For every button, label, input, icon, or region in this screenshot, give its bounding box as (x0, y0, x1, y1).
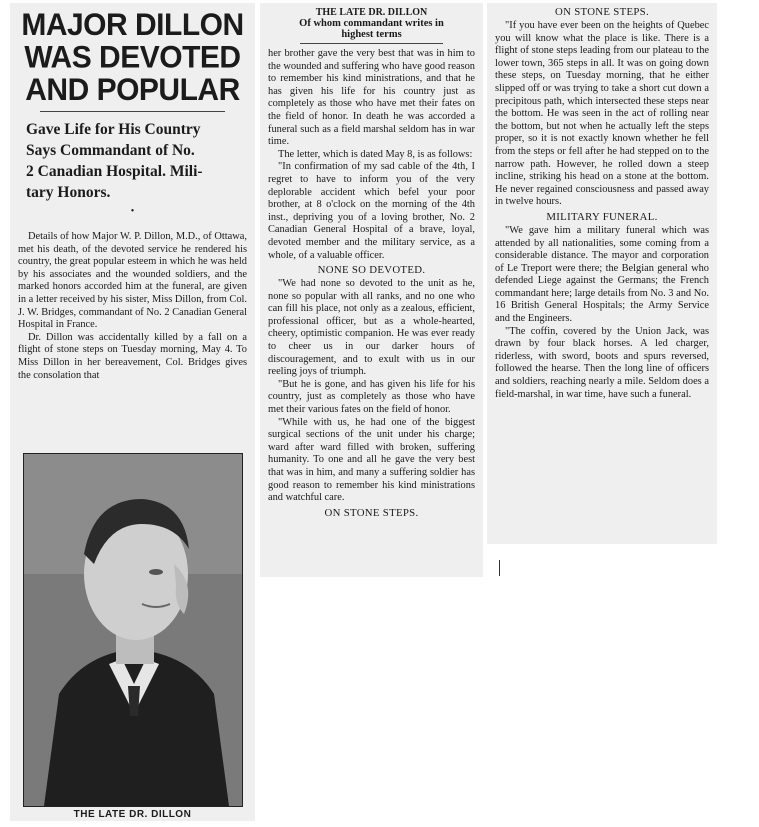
article-column-left (10, 3, 255, 821)
headline (14, 9, 251, 107)
divider (40, 111, 225, 112)
portrait-illustration (24, 454, 242, 806)
column-header: THE LATE DR. DILLON (315, 7, 428, 18)
paragraph: her brother gave the very best that was in him to the wounded and suffering who have good reason to remember his kind ministrations, and that he has given his life for his country just as completely as those who have met their fates on the field of honor. In death he was accorded a funeral such as a field marshal seldom has in war time. (268, 48, 475, 148)
paragraph: "While with us, he had one of the biggest surgical sections of the unit under his charge; ward after ward filled with broken, suffering humanity. To one and all he gave the very best that was in him, and many a suffering soldier has good reason to remember his kind ministrations and watchful care. (268, 416, 475, 504)
crosshead: NONE SO DEVOTED. (317, 264, 426, 277)
paragraph: The letter, which is dated May 8, is as follows: (278, 148, 473, 160)
crosshead: ON STONE STEPS. (555, 6, 649, 18)
paragraph: "If you have ever been on the heights of Quebec you will know what the place is like. There is a flight of stone steps leading from our plateau to the lower town, 365 steps in all. It was on going down these steps, on Tuesday morning, that he either slipped off or was trying to take a short cut down a precipitous path, which intersected these steps near the bottom. He was seen in the act of rolling near the bottom, but not when he actually left the steps proper, so it is not exactly known whether he fell from the steps or fell after he had stepped on to the narrow path. However, he rolled down a steep incline, striking his head on a stone at the bottom. He never regained consciousness and passed away in twelve hours. (495, 20, 709, 208)
paragraph: Dr. Dillon was accidentally killed by a fall on a flight of stone steps on Tuesday morning, May 4. To Miss Dillon in her bereavement, Col. Bridges gives the consolation that (18, 331, 247, 381)
paragraph: Details of how Major W. P. Dillon, M.D., of Ottawa, met his death, of the devoted service he rendered his country, the great popular esteem in which he was held by his associates and the wounded soldiers, and the marked honors accorded him at the funeral, are given in a letter received by his sister, Miss Dillon, from Col. J. W. Bridges, commandant of No. 2 Canadian General Hospital in France. (18, 231, 248, 331)
paragraph: "The coffin, covered by the Union Jack, was drawn by four black horses. A led charger, riderless, with sword, boots and spurs reversed, followed the hearse. Then the long line of officers and soldiers, reaching nearly a mile. Seldom does a field-marshal, in war time, have such a funeral. (495, 325, 709, 400)
headline-line: AND POPULAR (25, 72, 240, 108)
paragraph: "We gave him a military funeral which was attended by all nationalities, some coming from a considerable distance. The mayor and corporation of Le Treport were there; the Belgian general who defended Liege against the Germans; the French commandant here; large details from No. 3 and No. 16 British General Hospitals; the Army Service and the Engineers. (495, 224, 709, 325)
subheadline-line: tary Honors. (26, 184, 111, 201)
headline-line: WAS DEVOTED (24, 40, 241, 75)
crosshead: MILITARY FUNERAL. (546, 210, 658, 223)
headline-line: MAJOR DILLON (21, 7, 244, 43)
article-body (495, 5, 709, 401)
divider (300, 43, 443, 44)
crosshead: ON STONE STEPS. (324, 506, 419, 519)
paragraph: "We had none so devoted to the unit as he, none so popular with all ranks, and no one who can fill his place, not only as a zealous, efficient, professional officer, but as a whole-hearted, cheery, optimistic companion. He was ever ready to cheer us in our darker hours of discouragement, and to exult with us in our reeling joys of triumph. (268, 278, 475, 378)
article-column-right (487, 3, 717, 544)
article-column-middle (260, 3, 483, 577)
subhead-line: highest terms (341, 29, 402, 40)
portrait-photo (23, 453, 243, 807)
article-body (268, 48, 475, 520)
subheadline (26, 119, 249, 203)
paragraph: "But he is gone, and has given his life for his country, just as completely as those who have met their various fates on the field of honor. (268, 378, 475, 416)
article-body (18, 231, 247, 382)
subheadline-line: Gave Life for His Country (26, 121, 201, 138)
subhead-line: Of whom commandant writes in (299, 18, 444, 29)
separator-dot: • (130, 206, 135, 217)
subheadline-line: 2 Canadian Hospital. Mili- (26, 163, 203, 180)
text-cursor (499, 560, 500, 576)
subheadline-line: Says Commandant of No. (26, 142, 195, 159)
paragraph: "In confirmation of my sad cable of the 4th, I regret to have to inform you of the very deplorable accident which befel your poor brother, at 8 o'clock on the morning of the 4th inst., depriving you of a loving brother, No. 2 Canadian General Hospital of a brave, loyal, devoted member and the military service, as a whole, of a valuable officer. (268, 161, 475, 261)
column-subhead (260, 18, 483, 40)
photo-caption: THE LATE DR. DILLON (73, 809, 192, 820)
